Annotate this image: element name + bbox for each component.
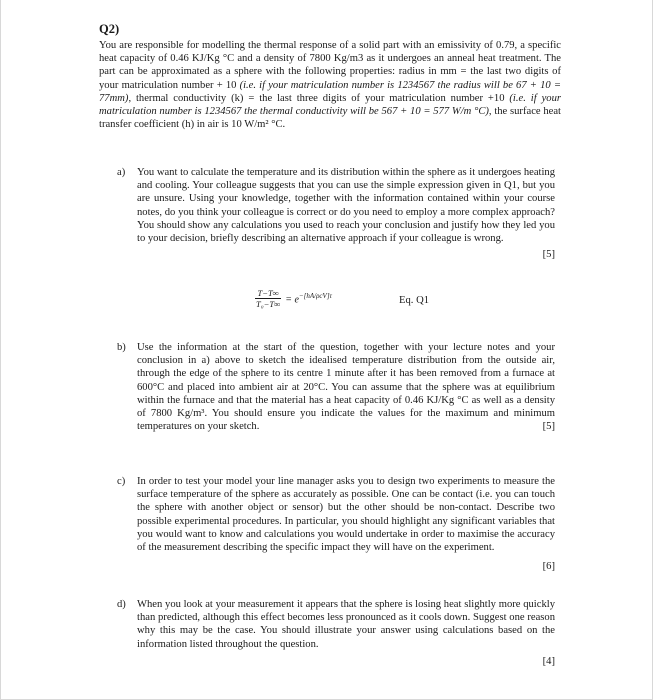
part-d-label: d) [117,599,126,610]
part-d-text: When you look at your measurement it appears that the sphere is losing heat slightly more quickly than predicted, although this effect becomes less pronounced as it cools down. Suggest one reason why this may be the case. You should illustrate your answer using calculations based on the information listed throughout the question. [137,599,555,650]
equation-label: Eq. Q1 [399,295,430,306]
part-a-label: a) [117,167,126,178]
part-a [117,166,555,261]
part-b-marks: [5] [542,421,555,433]
intro-text-1: You are responsible for modelling the thermal response of a solid part with an emissivity of 0.79, a specific heat capacity of 0.46 KJ/Kg °C and a density of 7800 Kg/m3 as it undergoes an anneal heat treatment. The part can be approximated as a sphere with the following properties: radius in mm = the last two digits of your matriculation number + 10 [99,40,561,91]
equation-q1 [254,288,332,309]
part-b [117,341,555,434]
equation-exponent: −[hA/ρcV]τ [298,291,333,300]
part-c-marks: [6] [542,561,555,573]
part-a-marks: [5] [542,249,555,261]
part-d [117,598,555,668]
equation-fraction [254,288,282,309]
question-number: Q2) [99,22,120,36]
intro-example-radius: (i.e. if your matriculation number is 1234567 the radius will be 67 + 10 = 77mm) [99,79,561,104]
intro-text-2: , thermal conductivity (k) = the last three digits of your matriculation number +10 [128,92,510,104]
part-b-text: Use the information at the start of the question, together with your lecture notes and your conclusion in a) above to sketch the idealised temperature distribution from the outside air, through the edge of the sphere to its centre 1 minute after it has been removed from a furnace at 600°C and placed into ambient air at 20°C. You can assume that the sphere was at equilibrium within the furnace and that the material has a heat capacity of 0.46 KJ/Kg °C as well as a density of 7800 Kg/m³. You should ensure you indicate the values for the maximum and minimum temperatures on your sketch. [137,342,555,433]
equation-rhs: = $e^{-[hA/\rho cV]\tau}$ [285,291,333,306]
question-intro [99,39,561,131]
part-c-label: c) [117,476,126,487]
equation-denominator: T₀−T∞ [256,299,281,309]
intro-text-3: , the surface heat transfer coefficient (h) in air is 10 W/m² °C. [99,106,561,131]
part-b-label: b) [117,342,126,353]
part-c-text: In order to test your model your line manager asks you to design two experiments to measure the surface temperature of the sphere as accurately as possible. One can be contact (i.e. you can touch the sphere with another object or sensor) but the other should be non-contact. Describe two possible experimental procedures. In particular, you should highlight any significant variables that you would want to know and calculations you would undertake in order to maximise the accuracy of the measurement describing the specific impact they will have on the experiment. [137,476,555,554]
equation-numerator: T−T∞ [257,288,279,298]
part-a-text: You want to calculate the temperature and its distribution within the sphere as it undergoes heating and cooling. Your colleague suggests that you can use the simple expression given in Q1, but you are unsure. Using your knowledge, together with the information contained within your course notes, do you think your colleague is correct or do you need to employ a more complex approach? You should show any calculations you used to reach your conclusion and justify how they led you to your decision, briefly describing an alternative approach if your colleague is wrong. [137,167,555,245]
intro-example-conductivity: (i.e. if your matriculation number is 1234567 the thermal conductivity will be 567 + 10 = 577 W/m °C) [99,92,561,118]
part-c [117,475,555,573]
part-d-marks: [4] [542,655,555,667]
